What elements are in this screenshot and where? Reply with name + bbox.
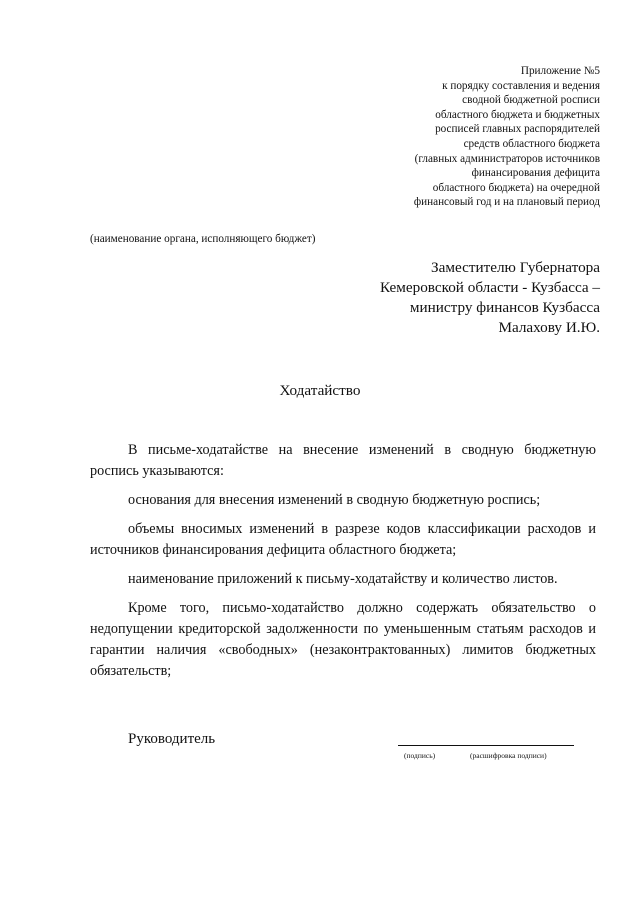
addressee-line: Кемеровской области - Кузбасса – (379, 279, 600, 296)
addressee-line: Малахову И.Ю. (498, 319, 600, 336)
appendix-line: к порядку составления и ведения (442, 79, 600, 92)
appendix-line: средств областного бюджета (463, 137, 600, 150)
appendix-line: Приложение №5 (520, 65, 600, 77)
signature-decode-caption: (расшифровка подписи) (470, 751, 547, 760)
addressee-line: Заместителю Губернатора (431, 259, 600, 276)
signature-caption: (подпись) (404, 751, 436, 760)
paragraph: объемы вносимых изменений в разрезе кодов классификации расходов и источников финансирования дефицита областного бюджета; (90, 521, 596, 558)
paragraph: В письме-ходатайстве на внесение изменений в сводную бюджетную роспись указываются: (90, 442, 596, 479)
appendix-header (300, 64, 600, 210)
appendix-line: (главных администраторов источников (414, 152, 600, 165)
appendix-line: областного бюджета и бюджетных (435, 108, 600, 121)
appendix-line: областного бюджета) на очередной (432, 181, 600, 194)
appendix-line: финансирования дефицита (471, 167, 600, 180)
appendix-line: сводной бюджетной росписи (462, 94, 600, 107)
addressee-block (270, 258, 600, 338)
paragraph: наименование приложений к письму-ходатайству и количество листов. (128, 571, 558, 587)
appendix-line: финансовый год и на плановый период (413, 196, 600, 209)
signer-role: Руководитель (128, 731, 216, 747)
paragraph: Кроме того, письмо-ходатайство должно содержать обязательство о недопущении кредиторской задолженности по уменьшенным статьям расходов и гарантии наличия «свободных» (незаконтрактованных) лимитов бюджетных обязательств; (90, 600, 596, 679)
body-text (90, 440, 596, 690)
addressee-line: министру финансов Кузбасса (409, 299, 600, 316)
paragraph: основания для внесения изменений в сводную бюджетную роспись; (128, 492, 541, 508)
appendix-line: росписей главных распорядителей (435, 123, 600, 136)
signature-line (398, 745, 574, 746)
org-name-caption: (наименование органа, исполняющего бюджет) (90, 233, 316, 245)
document-title: Ходатайство (279, 382, 361, 399)
